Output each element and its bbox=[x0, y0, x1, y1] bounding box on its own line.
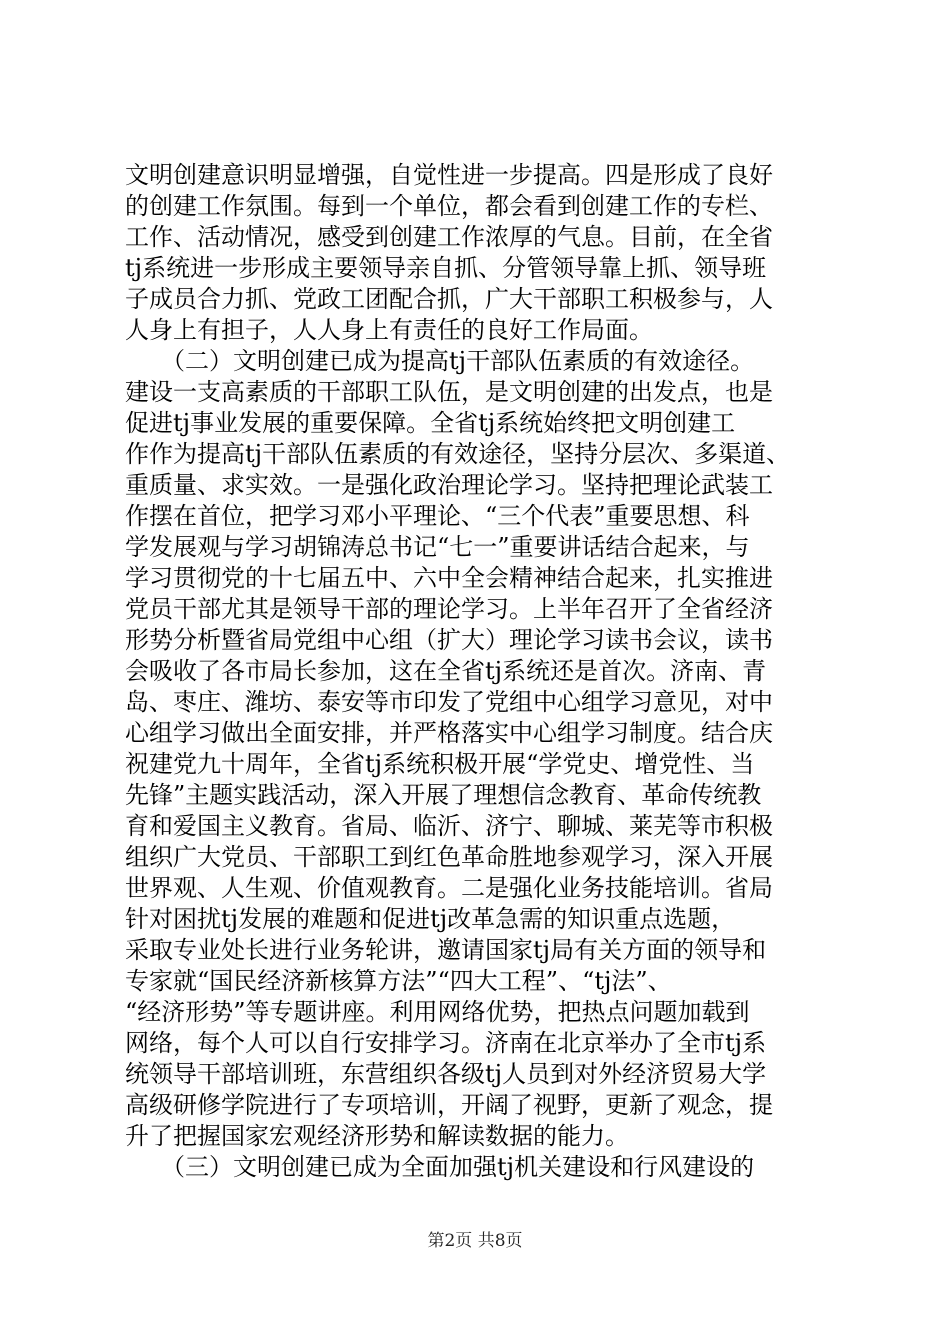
text-line: 采取专业处长进行业务轮讲，邀请国家tj局有关方面的领导和 bbox=[125, 936, 767, 964]
text-line: 高级研修学院进行了专项培训，开阔了视野，更新了观念，提 bbox=[125, 1091, 773, 1119]
text-line: 心组学习做出全面安排，并严格落实中心组学习制度。结合庆 bbox=[125, 719, 773, 747]
section-heading-line: （三）文明创建已成为全面加强tj机关建设和行风建设的 bbox=[125, 1153, 755, 1181]
text-line: 工作、活动情况，感受到创建工作浓厚的气息。目前，在全省 bbox=[125, 223, 773, 251]
text-line: 世界观、人生观、价值观教育。二是强化业务技能培训。省局 bbox=[125, 874, 773, 902]
text-line: 作摆在首位，把学习邓小平理论、“三个代表”重要思想、科 bbox=[125, 502, 750, 530]
text-line: 作作为提高tj干部队伍素质的有效途径，坚持分层次、多渠道、 bbox=[125, 440, 791, 468]
text-line: 形势分析暨省局党组中心组（扩大）理论学习读书会议，读书 bbox=[125, 626, 773, 654]
text-line: “经济形势”等专题讲座。利用网络优势，把热点问题加载到 bbox=[125, 998, 750, 1026]
text-line: tj系统进一步形成主要领导亲自抓、分管领导靠上抓、领导班 bbox=[125, 254, 767, 282]
page-number-footer: 第2页 共8页 bbox=[427, 1231, 523, 1251]
text-line: 学发展观与学习胡锦涛总书记“七一”重要讲话结合起来，与 bbox=[125, 533, 750, 561]
text-line: 的创建工作氛围。每到一个单位，都会看到创建工作的专栏、 bbox=[125, 192, 773, 220]
text-line: 网络，每个人可以自行安排学习。济南在北京举办了全市tj系 bbox=[125, 1029, 767, 1057]
text-line: 促进tj事业发展的重要保障。全省tj系统始终把文明创建工 bbox=[125, 409, 736, 437]
text-line: 会吸收了各市局长参加，这在全省tj系统还是首次。济南、青 bbox=[125, 657, 767, 685]
text-line: 人身上有担子，人人身上有责任的良好工作局面。 bbox=[125, 316, 653, 344]
text-line: 子成员合力抓、党政工团配合抓，广大干部职工积极参与，人 bbox=[125, 285, 773, 313]
document-body bbox=[125, 160, 835, 1183]
text-line: 统领导干部培训班，东营组织各级tj人员到对外经济贸易大学 bbox=[125, 1060, 767, 1088]
section-heading-line: （二）文明创建已成为提高tj干部队伍素质的有效途径。 bbox=[125, 347, 755, 375]
text-line: 组织广大党员、干部职工到红色革命胜地参观学习，深入开展 bbox=[125, 843, 773, 871]
text-line: 岛、枣庄、潍坊、泰安等市印发了党组中心组学习意见，对中 bbox=[125, 688, 773, 716]
text-line: 祝建党九十周年，全省tj系统积极开展“学党史、增党性、当 bbox=[125, 750, 755, 778]
text-line: 文明创建意识明显增强，自觉性进一步提高。四是形成了良好 bbox=[125, 161, 773, 189]
text-line: 建设一支高素质的干部职工队伍，是文明创建的出发点，也是 bbox=[125, 378, 773, 406]
text-line: 升了把握国家宏观经济形势和解读数据的能力。 bbox=[125, 1122, 629, 1150]
text-line: 学习贯彻党的十七届五中、六中全会精神结合起来，扎实推进 bbox=[125, 564, 773, 592]
text-line: 针对困扰tj发展的难题和促进tj改革急需的知识重点选题， bbox=[125, 905, 736, 933]
text-line: 党员干部尤其是领导干部的理论学习。上半年召开了全省经济 bbox=[125, 595, 773, 623]
text-line: 育和爱国主义教育。省局、临沂、济宁、聊城、莱芜等市积极 bbox=[125, 812, 773, 840]
text-line: 专家就“国民经济新核算方法”“四大工程”、“tj法”、 bbox=[125, 967, 672, 995]
text-line: 先锋”主题实践活动，深入开展了理想信念教育、革命传统教 bbox=[125, 781, 762, 809]
text-line: 重质量、求实效。一是强化政治理论学习。坚持把理论武装工 bbox=[125, 471, 773, 499]
